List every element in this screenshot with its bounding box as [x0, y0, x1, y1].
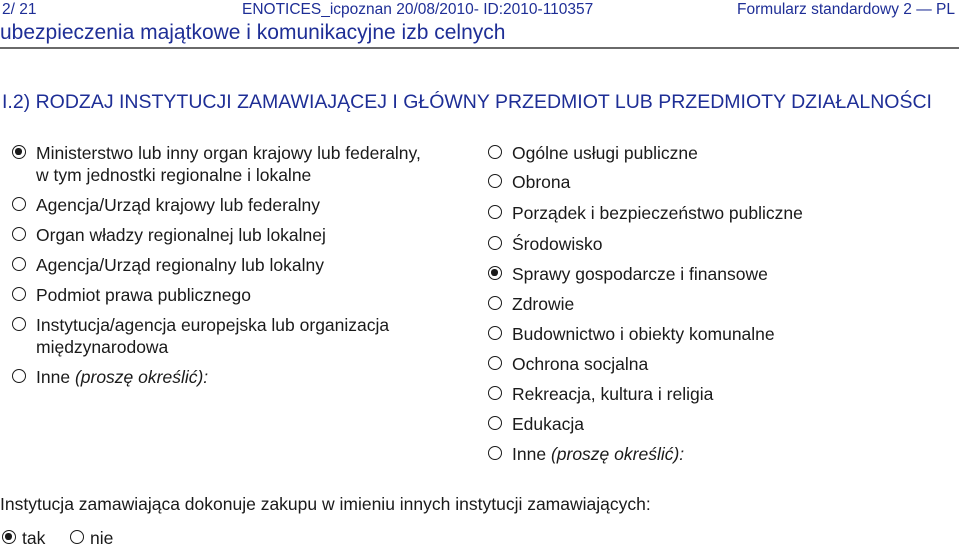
option-label: Budownictwo i obiekty komunalne	[512, 324, 775, 344]
radio-icon[interactable]	[12, 369, 26, 383]
radio-icon[interactable]	[488, 326, 502, 340]
radio-icon[interactable]	[488, 236, 502, 250]
option-label: Organ władzy regionalnej lub lokalnej	[36, 225, 326, 245]
option-label: Środowisko	[512, 234, 603, 254]
radio-icon[interactable]	[12, 287, 26, 301]
option-label: Porządek i bezpieczeństwo publiczne	[512, 203, 803, 223]
option-label: Instytucja/agencja europejska lub organizacja międzynarodowa	[36, 315, 390, 357]
radio-icon[interactable]	[12, 317, 26, 331]
section-title: I.2) RODZAJ INSTYTUCJI ZAMAWIAJĄCEJ I GŁÓWNY PRZEDMIOT LUB PRZEDMIOTY DZIAŁALNOŚCI	[2, 91, 932, 113]
radio-icon[interactable]	[12, 257, 26, 271]
radio-icon[interactable]	[488, 356, 502, 370]
document-subtitle: ubezpieczenia majątkowe i komunikacyjne izb celnych	[0, 21, 506, 44]
radio-icon[interactable]	[12, 227, 26, 241]
radio-icon[interactable]	[488, 386, 502, 400]
option-label: Ministerstwo lub inny organ krajowy lub federalny, w tym jednostki regionalne i lokalne	[36, 143, 421, 185]
radio-icon[interactable]	[12, 197, 26, 211]
option-label: Sprawy gospodarcze i finansowe	[512, 264, 768, 284]
option-label: nie	[90, 528, 114, 548]
header-divider	[0, 47, 959, 49]
option-label: Inne (proszę określić):	[512, 444, 685, 464]
option-label: Ogólne usługi publiczne	[512, 143, 698, 163]
document-id: ENOTICES_icpoznan 20/08/2010- ID:2010-110357	[242, 1, 594, 18]
option-label: Zdrowie	[512, 294, 575, 314]
on-behalf-question: Instytucja zamawiająca dokonuje zakupu w imieniu innych instytucji zamawiających:	[0, 494, 651, 514]
option-label: tak	[22, 528, 46, 548]
option-label: Agencja/Urząd krajowy lub federalny	[36, 195, 321, 215]
radio-icon[interactable]	[70, 530, 84, 544]
radio-checked-icon[interactable]	[488, 266, 502, 280]
option-label: Podmiot prawa publicznego	[36, 285, 251, 305]
option-label: Inne (proszę określić):	[36, 367, 209, 387]
form-name: Formularz standardowy 2 — PL	[737, 1, 955, 18]
radio-icon[interactable]	[488, 205, 502, 219]
option-label: Ochrona socjalna	[512, 354, 649, 374]
radio-icon[interactable]	[488, 174, 502, 188]
option-label: Agencja/Urząd regionalny lub lokalny	[36, 255, 324, 275]
radio-checked-icon[interactable]	[12, 145, 26, 159]
page-number: 2/ 21	[2, 1, 37, 18]
option-label: Edukacja	[512, 414, 584, 434]
radio-icon[interactable]	[488, 296, 502, 310]
radio-checked-icon[interactable]	[2, 530, 16, 544]
radio-icon[interactable]	[488, 416, 502, 430]
option-label: Rekreacja, kultura i religia	[512, 384, 714, 404]
option-label: Obrona	[512, 172, 571, 192]
radio-icon[interactable]	[488, 446, 502, 460]
radio-icon[interactable]	[488, 145, 502, 159]
